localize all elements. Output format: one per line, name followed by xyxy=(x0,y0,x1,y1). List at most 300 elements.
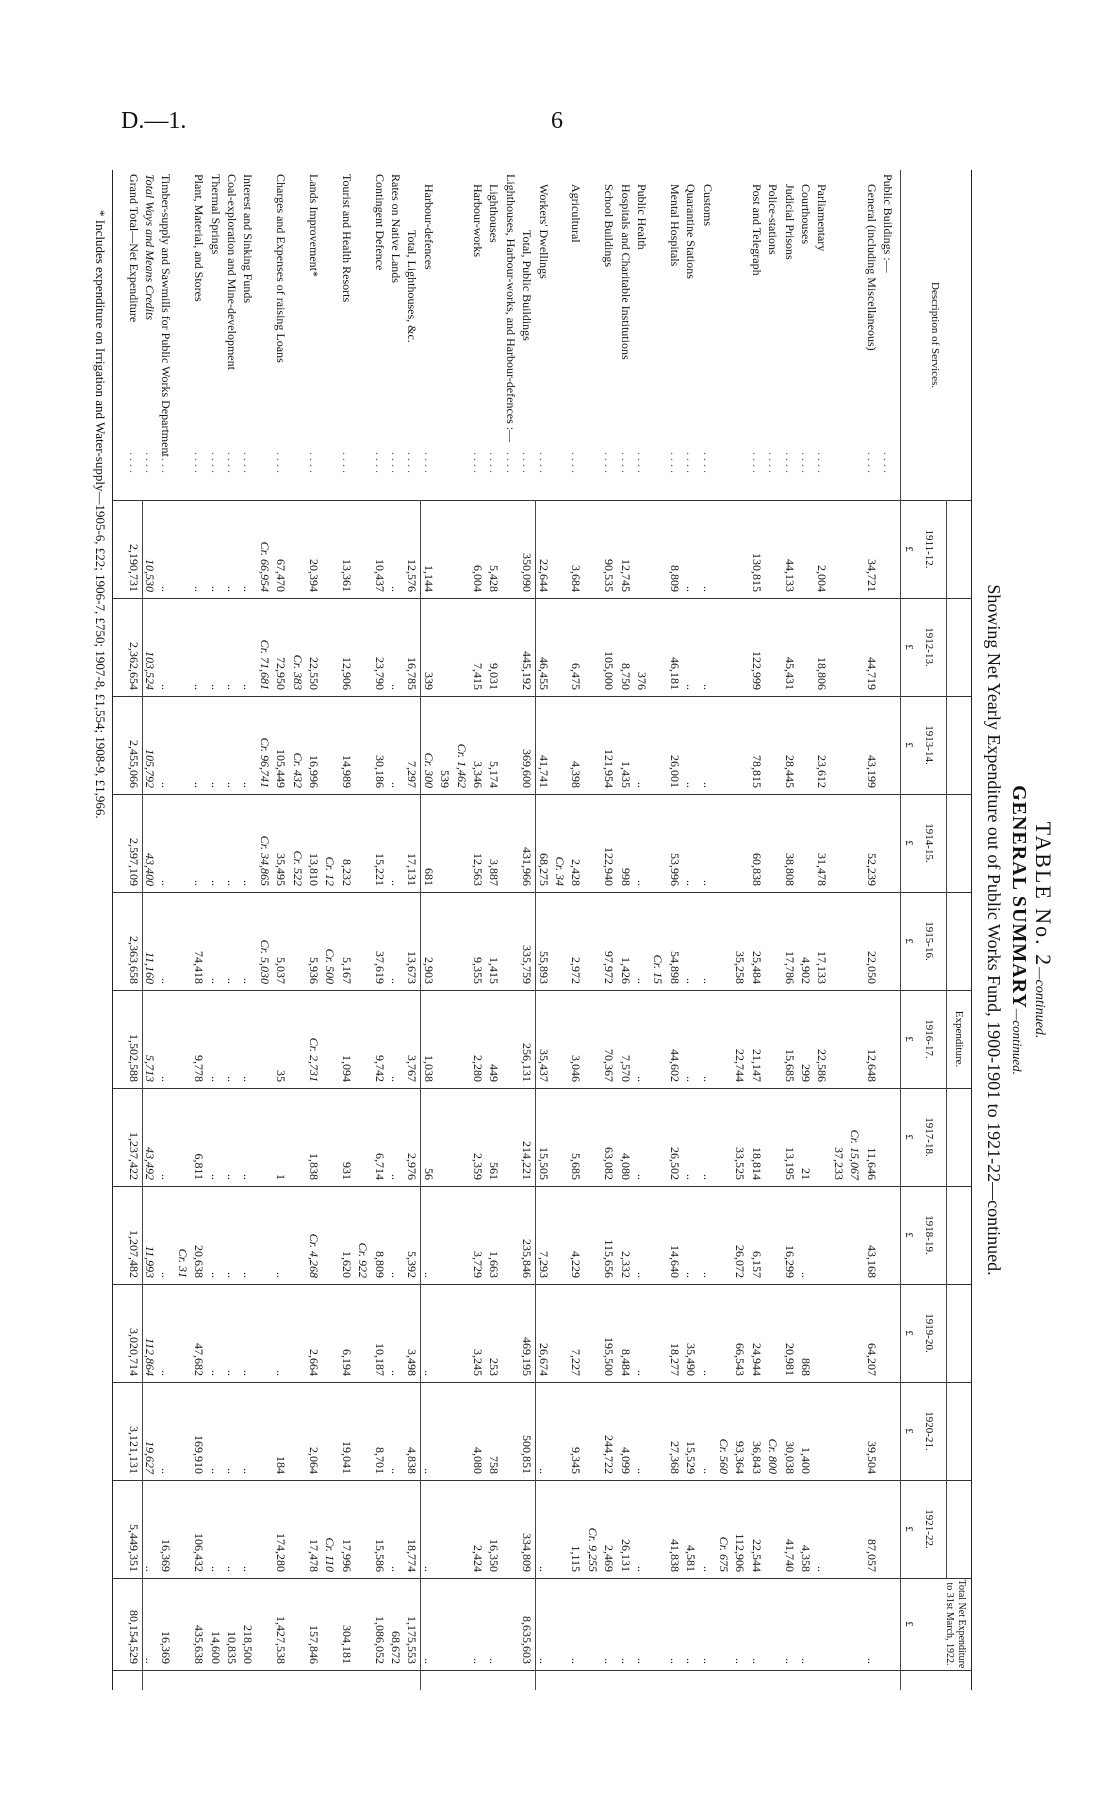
value-cell: .. xyxy=(225,1566,239,1572)
value-cell: 8,750 xyxy=(618,663,633,690)
value-cell: .. xyxy=(225,586,239,592)
row-leader-dots: . . . . xyxy=(421,452,436,473)
value-cell: 26,001 xyxy=(667,755,682,788)
value-cell: 52,239 xyxy=(864,853,879,886)
value-cell: 16,369 xyxy=(159,1631,174,1664)
value-cell: 4,398 xyxy=(569,761,584,788)
row-leader-dots: . . . . xyxy=(487,452,502,473)
value-cell: .. xyxy=(225,782,239,788)
value-cell: .. xyxy=(389,1468,403,1474)
value-cell: 6,714 xyxy=(372,1153,387,1180)
value-cell: 256,131 xyxy=(520,1043,535,1082)
value-cell: .. xyxy=(389,586,403,592)
value-cell: .. xyxy=(684,880,699,886)
value-cell: 299 xyxy=(799,1064,813,1082)
value-cell: 4,099 xyxy=(618,1447,633,1474)
value-cell: 9,778 xyxy=(192,1055,207,1082)
row-leader-dots: . . . . xyxy=(815,452,830,473)
value-cell: 218,500 xyxy=(241,1625,256,1664)
value-cell: 87,057 xyxy=(864,1539,879,1572)
value-cell: 12,906 xyxy=(339,657,354,690)
value-cell: .. xyxy=(389,1174,403,1180)
value-cell: .. xyxy=(225,1272,239,1278)
value-cell: .. xyxy=(635,1658,649,1664)
value-cell: .. xyxy=(782,1658,797,1664)
value-cell: 68,672 xyxy=(389,1631,403,1664)
year-header: 1918-19. xyxy=(923,1215,935,1255)
value-cell: Cr. 560 xyxy=(717,1438,731,1474)
value-cell: .. xyxy=(274,1370,289,1376)
value-cell: .. xyxy=(143,1566,157,1572)
column-divider xyxy=(113,1088,971,1089)
value-cell: 97,972 xyxy=(602,951,617,984)
value-cell: .. xyxy=(208,1174,223,1180)
total-rule xyxy=(535,500,536,1690)
column-divider xyxy=(113,990,971,991)
value-cell: 1,237,422 xyxy=(126,1132,141,1180)
value-cell: 1,094 xyxy=(339,1055,354,1082)
column-divider xyxy=(113,1186,971,1187)
value-cell: 2,359 xyxy=(471,1153,485,1180)
value-cell: 60,838 xyxy=(749,853,764,886)
value-cell: 18,814 xyxy=(749,1147,764,1180)
value-cell: 56 xyxy=(421,1168,436,1180)
value-cell: 8,484 xyxy=(618,1349,633,1376)
value-cell: 23,612 xyxy=(815,755,830,788)
value-cell: 47,682 xyxy=(192,1343,207,1376)
currency-sign: £ xyxy=(903,644,915,650)
row-leader-dots: . . . . xyxy=(192,452,207,473)
row-description: Police-stations xyxy=(766,184,781,255)
value-cell: 20,981 xyxy=(782,1343,797,1376)
value-cell: 2,064 xyxy=(307,1447,321,1474)
value-cell: .. xyxy=(700,586,715,592)
value-cell: Cr. 675 xyxy=(717,1536,731,1572)
value-cell: .. xyxy=(389,1272,403,1278)
value-cell: 53,996 xyxy=(667,853,682,886)
table-title: TABLE No. 2—continued. xyxy=(1031,821,1056,1039)
value-cell: 31,478 xyxy=(815,853,830,886)
value-cell: 8,232 xyxy=(339,859,354,886)
value-cell: .. xyxy=(159,880,174,886)
value-cell: 22,544 xyxy=(749,1539,764,1572)
value-cell: Cr. 15,067 xyxy=(848,1129,863,1180)
year-header: 1913-14. xyxy=(923,725,935,765)
row-description: Public Health xyxy=(635,184,649,250)
value-cell: 7,297 xyxy=(405,761,420,788)
value-cell: .. xyxy=(159,1174,174,1180)
value-cell: 33,525 xyxy=(733,1147,748,1180)
row-description: Timber-supply and Sawmills for Public Works Department xyxy=(159,174,174,457)
column-divider xyxy=(113,696,971,697)
value-cell: 37,233 xyxy=(831,1147,846,1180)
row-leader-dots: . . . . xyxy=(602,452,617,473)
row-description: Harbour-defences xyxy=(421,184,436,270)
row-description: Customs xyxy=(700,184,715,227)
value-cell: .. xyxy=(241,1370,256,1376)
column-divider xyxy=(113,598,971,599)
value-cell: 4,581 xyxy=(684,1545,699,1572)
value-cell: 41,741 xyxy=(536,755,551,788)
value-cell: .. xyxy=(159,1272,174,1278)
value-cell: Cr. 5,030 xyxy=(257,939,272,984)
value-cell: .. xyxy=(192,880,207,886)
value-cell: 78,815 xyxy=(749,755,764,788)
value-cell: 14,989 xyxy=(339,755,354,788)
value-cell: .. xyxy=(225,1370,239,1376)
value-cell: 431,966 xyxy=(520,847,535,886)
value-cell: 130,815 xyxy=(749,553,764,592)
value-cell: Cr. 12 xyxy=(323,856,338,886)
value-cell: 36,843 xyxy=(749,1441,764,1474)
value-cell: 3,498 xyxy=(405,1349,420,1376)
value-cell: 157,846 xyxy=(307,1625,321,1664)
row-description: Coal-exploration and Mine-development xyxy=(225,174,239,370)
value-cell: 445,192 xyxy=(520,651,535,690)
value-cell: Cr. 110 xyxy=(323,1537,338,1572)
column-divider xyxy=(113,500,971,501)
value-cell: .. xyxy=(389,782,403,788)
value-cell: 9,031 xyxy=(487,663,502,690)
value-cell: 169,910 xyxy=(192,1435,207,1474)
table-subtitle: Showing Net Yearly Expenditure out of Public Works Fund, 1900-1901 to 1921-22—continued. xyxy=(984,584,1004,1276)
value-cell: 20,394 xyxy=(307,559,321,592)
row-description: Agricultural xyxy=(569,184,584,243)
currency-sign: £ xyxy=(903,938,915,944)
value-cell: 16,350 xyxy=(487,1539,502,1572)
value-cell: 6,157 xyxy=(749,1251,764,1278)
row-description: Lighthouses, Harbour-works, and Harbour-defences :— xyxy=(503,174,518,443)
value-cell: 17,133 xyxy=(815,951,830,984)
value-cell: .. xyxy=(389,684,403,690)
value-cell: 2,455,066 xyxy=(126,740,141,788)
value-cell: .. xyxy=(225,880,239,886)
value-cell: 12,745 xyxy=(618,559,633,592)
value-cell: 7,293 xyxy=(536,1251,551,1278)
value-cell: .. xyxy=(700,880,715,886)
value-cell: 112,864 xyxy=(143,1337,157,1376)
value-cell: 195,500 xyxy=(602,1337,617,1376)
value-cell: Cr. 2,731 xyxy=(307,1037,321,1082)
value-cell: 7,570 xyxy=(618,1055,633,1082)
total-rule xyxy=(142,500,143,1690)
value-cell: Cr. 800 xyxy=(766,1438,781,1474)
row-leader-dots: . . . . xyxy=(339,452,354,473)
row-leader-dots: . . . . xyxy=(635,452,649,473)
value-cell: 5,174 xyxy=(487,761,502,788)
value-cell: 115,656 xyxy=(602,1239,617,1278)
value-cell: 26,131 xyxy=(618,1539,633,1572)
value-cell: 70,367 xyxy=(602,1049,617,1082)
value-cell: 5,037 xyxy=(274,957,289,984)
currency-sign: £ xyxy=(903,742,915,748)
row-leader-dots: . . . . xyxy=(159,452,174,473)
value-cell: 1,415 xyxy=(487,957,502,984)
value-cell: 5,449,351 xyxy=(126,1524,141,1572)
value-cell: .. xyxy=(700,1370,715,1376)
value-cell: 43,400 xyxy=(143,853,157,886)
value-cell: 19,627 xyxy=(143,1441,157,1474)
value-cell: .. xyxy=(225,1468,239,1474)
value-cell: .. xyxy=(635,782,649,788)
value-cell: .. xyxy=(815,1566,830,1572)
value-cell: .. xyxy=(864,1658,879,1664)
value-cell: 4,358 xyxy=(799,1545,813,1572)
row-description: General (including Miscellaneous) xyxy=(864,184,879,351)
row-description: Quarantine Stations xyxy=(684,184,699,279)
value-cell: 214,221 xyxy=(520,1141,535,1180)
value-cell: 44,602 xyxy=(667,1049,682,1082)
value-cell: .. xyxy=(635,1272,649,1278)
value-cell: 10,187 xyxy=(372,1343,387,1376)
value-cell: 18,277 xyxy=(667,1343,682,1376)
row-description: Total, Lighthouses, &c. xyxy=(405,230,420,343)
value-cell: .. xyxy=(635,1566,649,1572)
value-cell: 449 xyxy=(487,1064,502,1082)
row-leader-dots: . . . . xyxy=(700,452,715,473)
page-number: 6 xyxy=(551,108,563,134)
value-cell: 681 xyxy=(421,868,436,886)
value-cell: .. xyxy=(389,880,403,886)
value-cell: .. xyxy=(684,1076,699,1082)
value-cell: 6,004 xyxy=(471,565,485,592)
value-cell: .. xyxy=(225,978,239,984)
row-leader-dots: . . . . xyxy=(749,452,764,473)
value-cell: 539 xyxy=(438,770,453,788)
value-cell: 1,175,553 xyxy=(405,1616,420,1664)
value-cell: 2,976 xyxy=(405,1153,420,1180)
value-cell: 68,275 xyxy=(536,853,551,886)
value-cell: 72,950 xyxy=(274,657,289,690)
row-description: Grand Total—Net Expenditure xyxy=(126,174,141,323)
value-cell: 2,428 xyxy=(569,859,584,886)
total-rule xyxy=(420,500,421,1690)
total-net-header: Total Net Expenditure to 31st March, 1922. xyxy=(944,1579,967,1669)
year-header: 1921-22. xyxy=(923,1509,935,1549)
value-cell: .. xyxy=(241,1468,256,1474)
row-leader-dots: . . . . xyxy=(520,452,535,473)
value-cell: 67,470 xyxy=(274,559,289,592)
row-leader-dots: . . . . xyxy=(241,452,256,473)
value-cell: 4,838 xyxy=(405,1447,420,1474)
value-cell: 1 xyxy=(274,1174,289,1180)
year-header: 1911-12. xyxy=(923,529,935,569)
description-header: Description of Services. xyxy=(929,282,941,388)
value-cell: Cr. 383 xyxy=(290,654,305,690)
value-cell: 339 xyxy=(421,672,436,690)
row-leader-dots: . . . . xyxy=(684,452,699,473)
value-cell: 22,586 xyxy=(815,1049,830,1082)
value-cell: 34,721 xyxy=(864,559,879,592)
value-cell: 22,644 xyxy=(536,559,551,592)
value-cell: 9,355 xyxy=(471,957,485,984)
value-cell: 11,646 xyxy=(864,1147,879,1180)
column-divider xyxy=(113,794,971,795)
value-cell: 43,492 xyxy=(143,1147,157,1180)
value-cell: .. xyxy=(799,1658,813,1664)
value-cell: .. xyxy=(618,1658,633,1664)
value-cell: 4,080 xyxy=(618,1153,633,1180)
value-cell: 1,427,538 xyxy=(274,1616,289,1664)
row-leader-dots: . . . . xyxy=(667,452,682,473)
value-cell: 5,167 xyxy=(339,957,354,984)
value-cell: .. xyxy=(241,880,256,886)
value-cell: 369,600 xyxy=(520,749,535,788)
value-cell: 235,846 xyxy=(520,1239,535,1278)
value-cell: 2,004 xyxy=(815,565,830,592)
value-cell: 5,685 xyxy=(569,1153,584,1180)
value-cell: .. xyxy=(192,684,207,690)
value-cell: .. xyxy=(700,684,715,690)
value-cell: 28,445 xyxy=(782,755,797,788)
value-cell: 350,090 xyxy=(520,553,535,592)
value-cell: 931 xyxy=(339,1162,354,1180)
value-cell: 30,038 xyxy=(782,1441,797,1474)
value-cell: 105,449 xyxy=(274,749,289,788)
value-cell: 74,418 xyxy=(192,951,207,984)
value-cell: 8,635,603 xyxy=(520,1616,535,1664)
value-cell: .. xyxy=(421,1658,436,1664)
rotated-table-block xyxy=(78,170,1080,1690)
row-leader-dots: . . . . xyxy=(782,452,797,473)
value-cell: 17,786 xyxy=(782,951,797,984)
value-cell: 23,790 xyxy=(372,657,387,690)
row-description: Judicial Prisons xyxy=(782,184,797,260)
value-cell: 3,020,714 xyxy=(126,1328,141,1376)
value-cell: .. xyxy=(159,978,174,984)
row-description: Total, Public Buildings xyxy=(520,230,535,341)
value-cell: 3,046 xyxy=(569,1055,584,1082)
value-cell: .. xyxy=(241,978,256,984)
expenditure-header: Expenditure. xyxy=(953,1010,965,1068)
value-cell: 13,361 xyxy=(339,559,354,592)
value-cell: 22,744 xyxy=(733,1049,748,1082)
row-description: Charges and Expenses of raising Loans xyxy=(274,174,289,363)
value-cell: .. xyxy=(684,684,699,690)
year-header: 1912-13. xyxy=(923,627,935,667)
value-cell: 41,740 xyxy=(782,1539,797,1572)
value-cell: Cr. 432 xyxy=(290,752,305,788)
value-cell: .. xyxy=(635,1370,649,1376)
value-cell: 244,722 xyxy=(602,1435,617,1474)
value-cell: 25,484 xyxy=(749,951,764,984)
value-cell: 30,186 xyxy=(372,755,387,788)
value-cell: 13,673 xyxy=(405,951,420,984)
value-cell: .. xyxy=(536,1468,551,1474)
currency-sign: £ xyxy=(903,1330,915,1336)
value-cell: .. xyxy=(389,1370,403,1376)
value-cell: 16,996 xyxy=(307,755,321,788)
value-cell: .. xyxy=(274,1272,289,1278)
value-cell: 21,147 xyxy=(749,1049,764,1082)
row-leader-dots: . . . . xyxy=(864,452,879,473)
value-cell: .. xyxy=(684,1658,699,1664)
year-header: 1914-15. xyxy=(923,823,935,863)
value-cell: .. xyxy=(208,1076,223,1082)
value-cell: .. xyxy=(684,586,699,592)
data-table xyxy=(112,170,972,1690)
value-cell: 1,144 xyxy=(421,565,436,592)
value-cell: 5,936 xyxy=(307,957,321,984)
value-cell: 121,954 xyxy=(602,749,617,788)
value-cell: 112,906 xyxy=(733,1533,748,1572)
value-cell: 17,478 xyxy=(307,1539,321,1572)
value-cell: 1,838 xyxy=(307,1153,321,1180)
value-cell: .. xyxy=(733,1658,748,1664)
value-cell: .. xyxy=(569,1658,584,1664)
value-cell: .. xyxy=(208,1272,223,1278)
column-divider xyxy=(113,892,971,893)
value-cell: .. xyxy=(421,1370,436,1376)
value-cell: 1,663 xyxy=(487,1251,502,1278)
row-leader-dots: . . . . xyxy=(618,452,633,473)
value-cell: 3,887 xyxy=(487,859,502,886)
value-cell: Cr. 31 xyxy=(175,1248,190,1278)
row-description: Hospitals and Charitable Institutions xyxy=(618,184,633,360)
value-cell: 304,181 xyxy=(339,1625,354,1664)
value-cell: 10,835 xyxy=(225,1631,239,1664)
value-cell: 1,435 xyxy=(618,761,633,788)
value-cell: .. xyxy=(667,1658,682,1664)
year-header: 1915-16. xyxy=(923,921,935,961)
value-cell: 22,550 xyxy=(307,657,321,690)
value-cell: .. xyxy=(635,880,649,886)
row-leader-dots: . . . . xyxy=(307,452,321,473)
value-cell: 8,701 xyxy=(372,1447,387,1474)
value-cell: 26,674 xyxy=(536,1343,551,1376)
value-cell: .. xyxy=(159,684,174,690)
value-cell: .. xyxy=(159,1076,174,1082)
value-cell: 561 xyxy=(487,1162,502,1180)
value-cell: 9,742 xyxy=(372,1055,387,1082)
value-cell: 8,809 xyxy=(372,1251,387,1278)
value-cell: .. xyxy=(208,1566,223,1572)
value-cell: Cr. 4,268 xyxy=(307,1233,321,1278)
column-divider xyxy=(113,1480,971,1481)
value-cell: 1,207,482 xyxy=(126,1230,141,1278)
value-cell: Cr. 922 xyxy=(356,1242,371,1278)
value-cell: 3,121,131 xyxy=(126,1426,141,1474)
value-cell: 10,530 xyxy=(143,559,157,592)
value-cell: .. xyxy=(421,1272,436,1278)
value-cell: 4,080 xyxy=(471,1447,485,1474)
value-cell: 2,332 xyxy=(618,1251,633,1278)
value-cell: .. xyxy=(536,1658,551,1664)
value-cell: 63,082 xyxy=(602,1147,617,1180)
row-leader-dots: . . . . xyxy=(503,452,518,473)
value-cell: .. xyxy=(208,782,223,788)
row-leader-dots: . . . . xyxy=(372,452,387,473)
value-cell: 868 xyxy=(799,1358,813,1376)
value-cell: .. xyxy=(700,1566,715,1572)
value-cell: 3,245 xyxy=(471,1349,485,1376)
value-cell: 15,529 xyxy=(684,1441,699,1474)
value-cell: Cr. 34,865 xyxy=(257,835,272,886)
value-cell: Cr. 1,462 xyxy=(454,743,469,788)
value-cell: 35,437 xyxy=(536,1049,551,1082)
value-cell: 2,363,658 xyxy=(126,936,141,984)
year-header: 1919-20. xyxy=(923,1313,935,1353)
value-cell: 2,280 xyxy=(471,1055,485,1082)
currency-sign: £ xyxy=(903,840,915,846)
value-cell: .. xyxy=(602,1658,617,1664)
row-leader-dots: . . . . xyxy=(536,452,551,473)
value-cell: 90,535 xyxy=(602,559,617,592)
value-cell: 44,719 xyxy=(864,657,879,690)
value-cell: 1,502,588 xyxy=(126,1034,141,1082)
row-description: Lands Improvement* xyxy=(307,174,321,277)
value-cell: 9,345 xyxy=(569,1447,584,1474)
